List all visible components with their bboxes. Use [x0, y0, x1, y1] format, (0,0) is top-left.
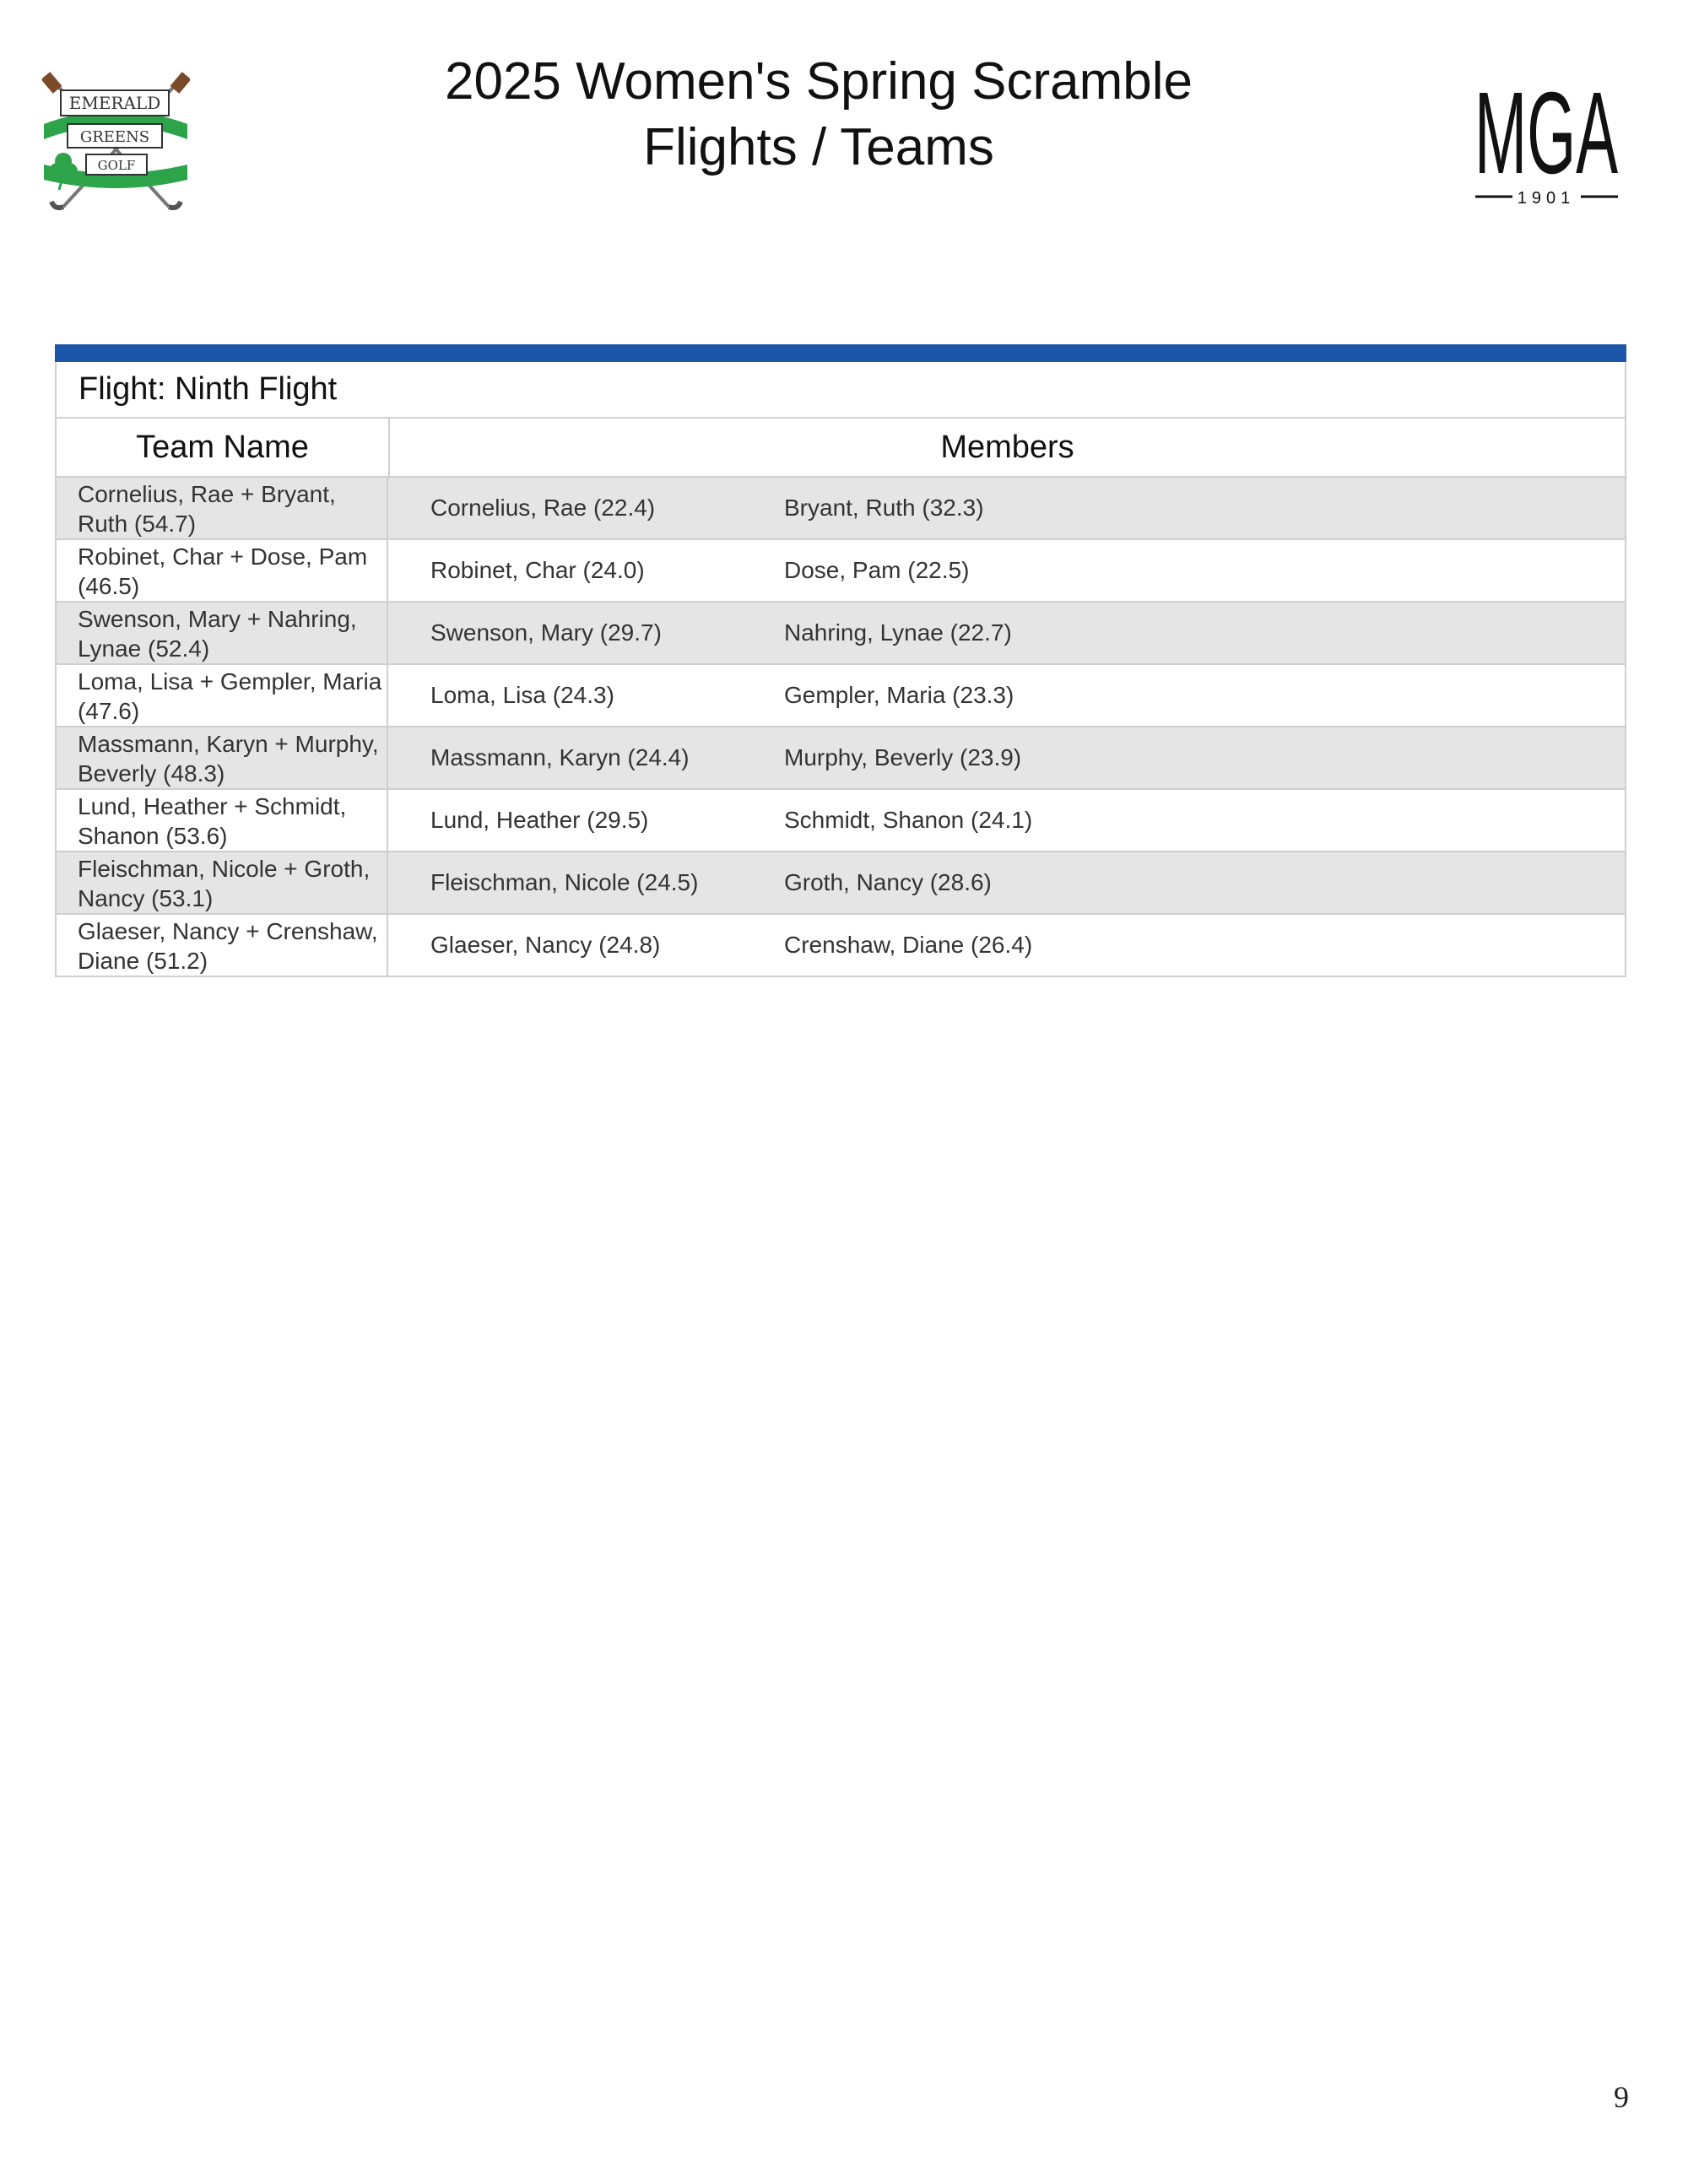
member-2: Groth, Nancy (28.6)	[784, 869, 992, 895]
team-name: Massmann, Karyn + Murphy, Beverly (48.3)	[57, 727, 388, 788]
member-2: Nahring, Lynae (22.7)	[784, 619, 1012, 646]
table-row	[55, 478, 1626, 540]
mga-year: 1901	[1517, 189, 1576, 207]
table-row	[55, 852, 1626, 915]
team-name: Lund, Heather + Schmidt, Shanon (53.6)	[57, 790, 388, 851]
title-line-2: Flights / Teams	[643, 118, 994, 176]
member-2: Crenshaw, Diane (26.4)	[784, 932, 1033, 958]
logo-banner-3: GOLF	[97, 158, 136, 173]
team-name: Fleischman, Nicole + Groth, Nancy (53.1)	[57, 852, 388, 913]
team-name: Swenson, Mary + Nahring, Lynae (52.4)	[57, 603, 388, 663]
table-top-bar	[55, 344, 1626, 362]
column-header-team: Team Name	[57, 419, 390, 476]
team-name: Glaeser, Nancy + Crenshaw, Diane (51.2)	[57, 915, 388, 976]
logo-banner-2: GREENS	[79, 128, 150, 146]
mga-wordmark: MGA	[1474, 80, 1618, 198]
logo-banner-1: EMERALD	[68, 93, 161, 113]
member-2: Schmidt, Shanon (24.1)	[784, 807, 1033, 833]
table-row	[55, 790, 1626, 852]
page-number: 9	[1614, 2080, 1629, 2114]
title-line-1: 2025 Women's Spring Scramble	[444, 52, 1193, 111]
member-1: Loma, Lisa (24.3)	[430, 682, 614, 708]
emerald-greens-logo	[42, 72, 190, 215]
team-name: Robinet, Char + Dose, Pam (46.5)	[57, 540, 388, 601]
page-title	[380, 49, 1258, 181]
shamrock-crossed-clubs-icon	[42, 72, 190, 215]
table-row	[55, 665, 1626, 727]
member-1: Swenson, Mary (29.7)	[430, 619, 662, 646]
flight-label: Flight: Ninth Flight	[55, 362, 1626, 419]
member-1: Lund, Heather (29.5)	[430, 807, 649, 833]
table-row	[55, 603, 1626, 665]
table-header	[55, 419, 1626, 478]
member-2: Dose, Pam (22.5)	[784, 557, 970, 583]
team-name: Cornelius, Rae + Bryant, Ruth (54.7)	[57, 478, 388, 538]
member-1: Fleischman, Nicole (24.5)	[430, 869, 699, 895]
member-1: Glaeser, Nancy (24.8)	[430, 932, 661, 958]
member-2: Murphy, Beverly (23.9)	[784, 744, 1022, 770]
table-row	[55, 727, 1626, 790]
member-1: Cornelius, Rae (22.4)	[430, 495, 656, 521]
table-row	[55, 915, 1626, 977]
mga-logo	[1469, 80, 1625, 207]
member-2: Bryant, Ruth (32.3)	[784, 495, 984, 521]
member-1: Massmann, Karyn (24.4)	[430, 744, 690, 770]
column-header-members: Members	[940, 429, 1074, 465]
flight-table	[55, 344, 1626, 977]
member-1: Robinet, Char (24.0)	[430, 557, 645, 583]
member-2: Gempler, Maria (23.3)	[784, 682, 1014, 708]
team-name: Loma, Lisa + Gempler, Maria (47.6)	[57, 665, 388, 726]
table-row	[55, 540, 1626, 603]
